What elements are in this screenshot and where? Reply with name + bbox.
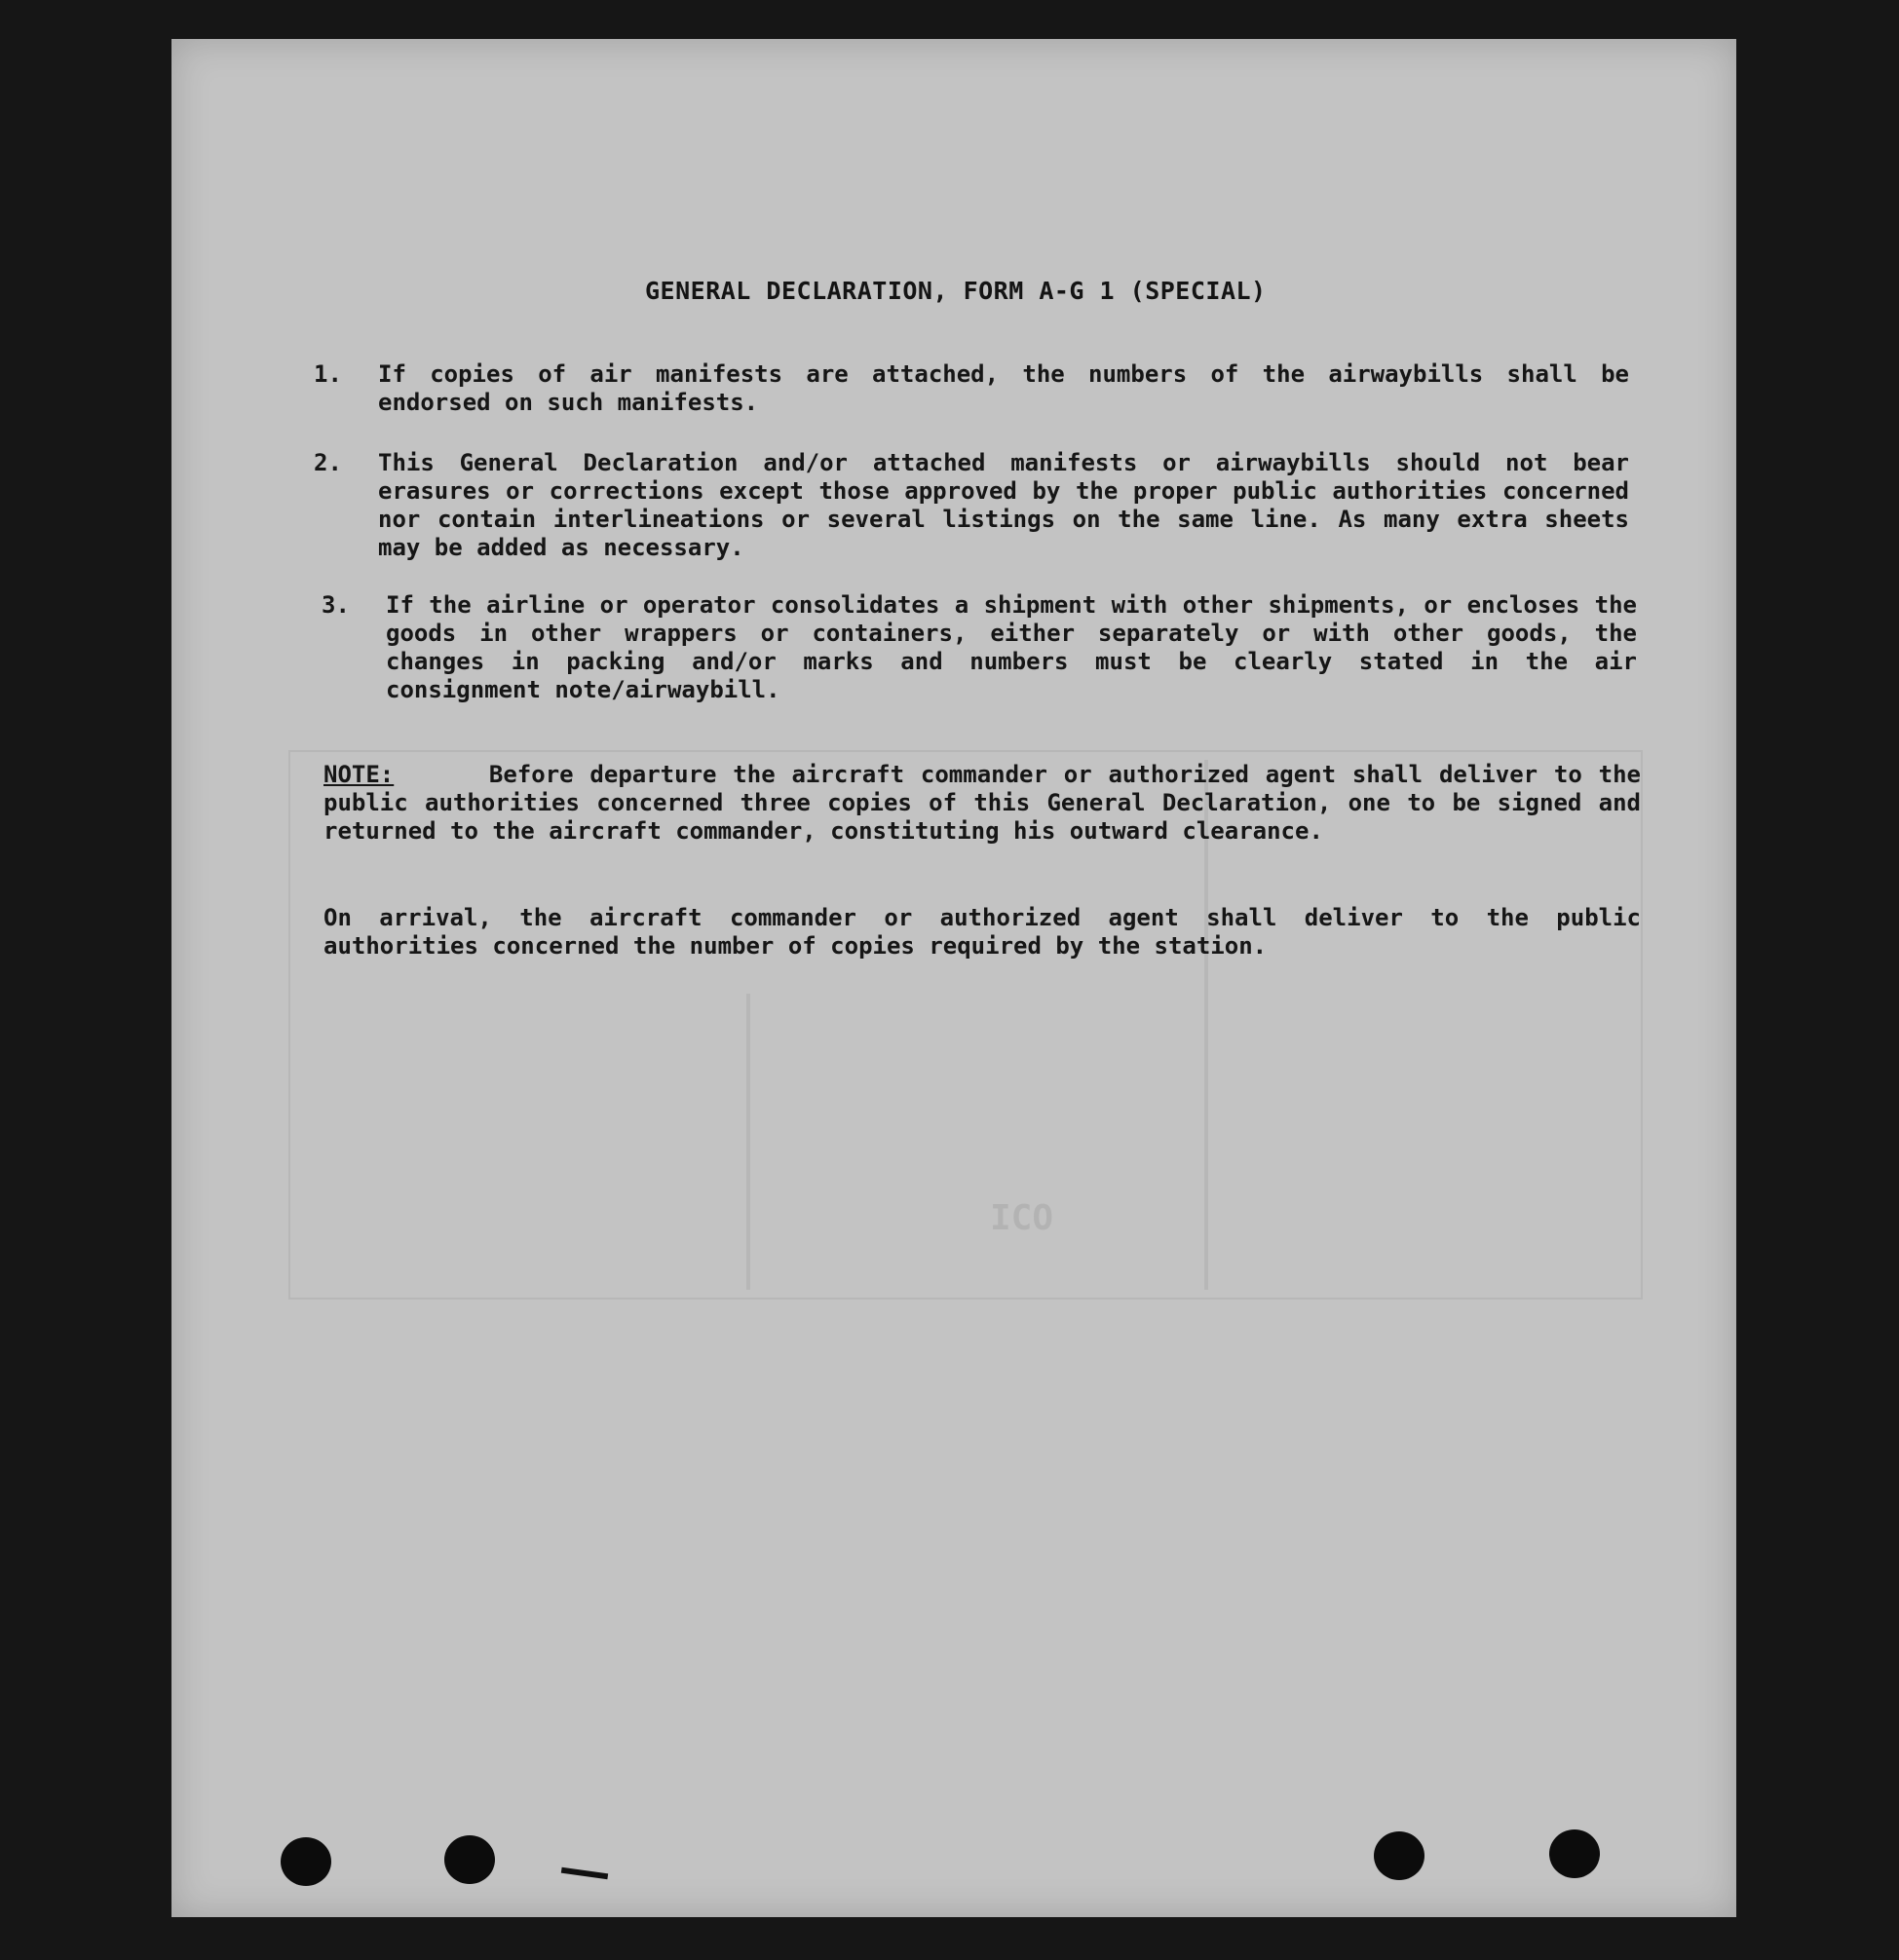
paper-damage-mark (561, 1867, 608, 1880)
list-item-number: 1. (314, 360, 342, 388)
list-item-text: If the airline or operator consolidates a shipment with other shipments, or encloses the goods in other wrappers or containers, either separately or with other goods, the changes in packing and/or marks and numbers must be clearly stated in the air consignment note/airwaybill. (386, 591, 1637, 703)
note-text: Before departure the aircraft commander or authorized agent shall deliver to the public authorities concerned three copies of this General Declaration, one to be signed and returned to the aircraft commander, constituting his outward clearance. (323, 761, 1641, 845)
punch-hole (444, 1835, 495, 1884)
document-page (171, 39, 1736, 1917)
note-label: NOTE: (323, 761, 395, 788)
list-item-text: This General Declaration and/or attached manifests or airwaybills should not bear erasures or corrections except those approved by the proper public authorities concerned nor contain interlineations or several listings on the same line. As many extra sheets may be added as necessary. (378, 449, 1629, 561)
list-item-number: 3. (322, 591, 350, 619)
bleed-through-marks: ICO (990, 1198, 1054, 1238)
list-item-number: 2. (314, 449, 342, 476)
punch-hole (1549, 1829, 1600, 1878)
list-item (314, 360, 1629, 419)
arrival-text: On arrival, the aircraft commander or authorized agent shall deliver to the public authorities concerned the number of copies required by the station. (323, 904, 1641, 960)
note-paragraph (323, 761, 1641, 846)
list-item (314, 449, 1629, 564)
punch-hole (1374, 1831, 1424, 1880)
punch-hole (281, 1837, 331, 1886)
page-title: GENERAL DECLARATION, FORM A-G 1 (SPECIAL) (645, 277, 1267, 305)
bleed-through-divider (746, 994, 750, 1290)
list-item (322, 591, 1637, 706)
arrival-paragraph (323, 904, 1641, 961)
list-item-text: If copies of air manifests are attached, the numbers of the airwaybills shall be endorsed on such manifests. (378, 360, 1629, 416)
